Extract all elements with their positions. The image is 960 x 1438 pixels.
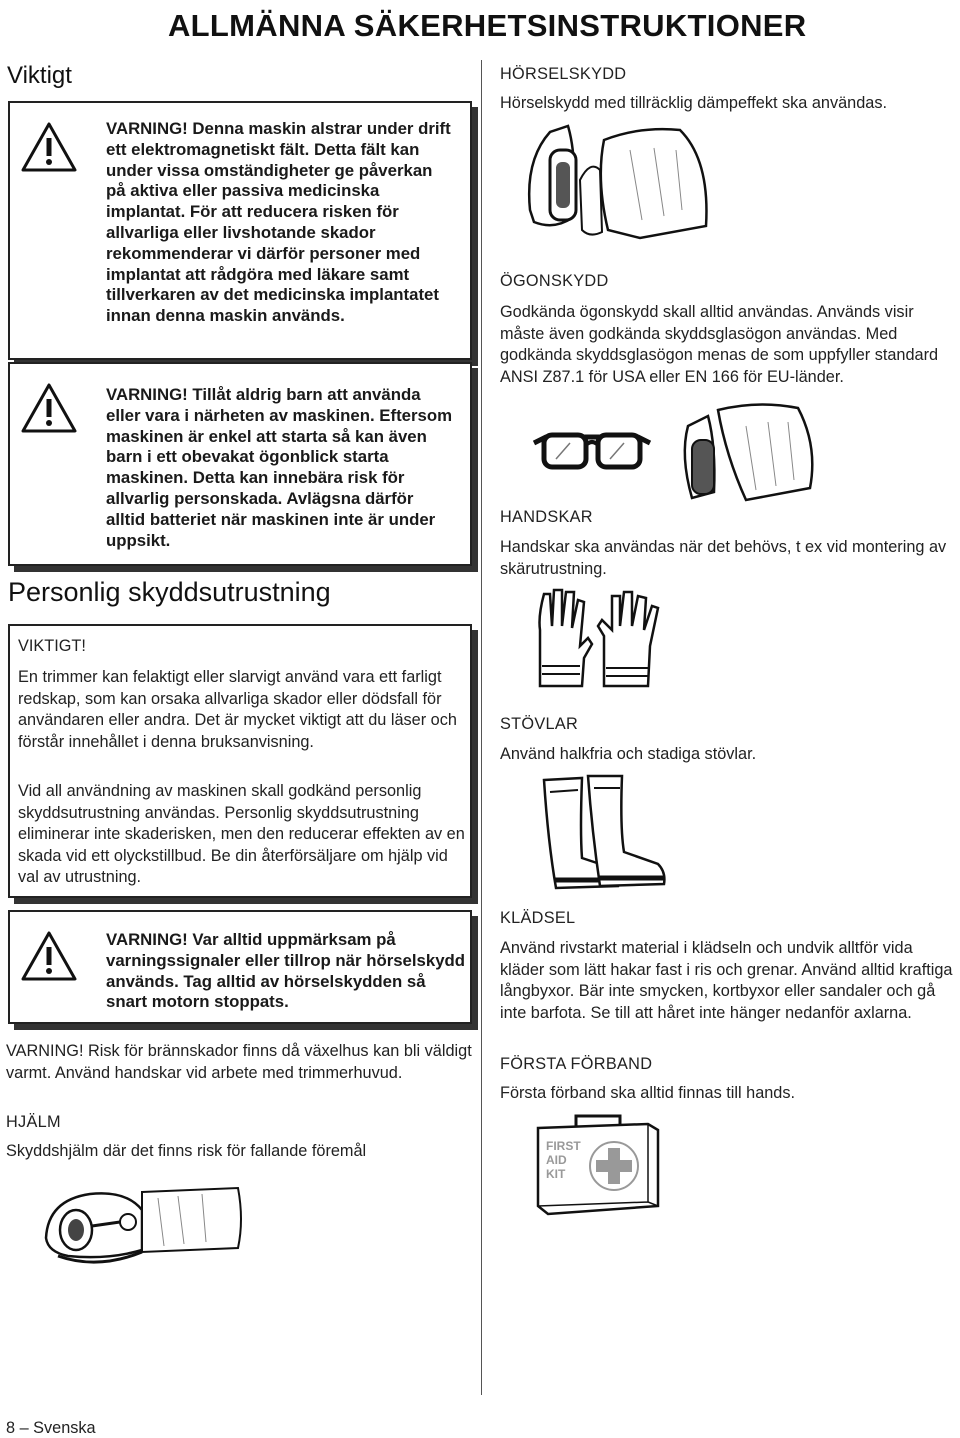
first-aid-kit-icon xyxy=(528,1110,668,1220)
hearing-text: Hörselskydd med tillräcklig dämpeffekt ska användas. xyxy=(500,94,888,112)
firstaid-label: FÖRSTA FÖRBAND xyxy=(500,1055,653,1073)
warning-text: Tillåt aldrig barn att använda eller vara i närheten av maskinen. Eftersom maskinen är enkel att starta så kan även barn i ett obevakat ögonblick starta maskinen. Detta kan innebära risk för allvarlig personskada. Avlägsna därför alltid batteriet när maskinen inte är under uppsikt. xyxy=(106,385,453,550)
ppe-heading: Personlig skyddsutrustning xyxy=(8,577,331,607)
warning-triangle-icon xyxy=(20,382,78,434)
helmet-text: Skyddshjälm där det finns risk för fallande föremål xyxy=(6,1142,367,1160)
helmet-label: HJÄLM xyxy=(6,1113,61,1131)
important-box xyxy=(8,624,472,898)
gloves-text: Handskar ska användas när det behövs, t ex vid montering av skärutrustning. xyxy=(500,538,947,578)
clothing-label: KLÄDSEL xyxy=(500,909,576,927)
clothing-text: Använd rivstarkt material i klädseln och undvik alltför vida kläder som lätt hakar fast i ris och grenar. Använd alltid kraftiga långbyxor. Bär inte smycken, kortbyxor eller sandaler och gå inte barfota. Se till att håret inte hänger nedanför axlarna. xyxy=(500,939,953,1022)
warning-triangle-icon xyxy=(20,121,78,173)
warning-text: Denna maskin alstrar under drift ett elektromagnetiskt fält. Detta fält kan under vissa omständigheter ge påverkan på aktiva eller passiva medicinska implantat. För att reducera risken för allvarliga eller livshotande skador rekommenderar vi därför personer med implantat att rådgöra med läkare samt tillverkaren av det medicinska implantatet innan denna maskin används. xyxy=(106,119,451,326)
warning-lead: VARNING! xyxy=(106,119,188,138)
safety-glasses-icon xyxy=(532,425,652,475)
warning-box-emf xyxy=(8,101,472,360)
boots-icon xyxy=(538,772,678,896)
important-heading: VIKTIGT! xyxy=(18,637,86,655)
ear-protection-visor-icon xyxy=(520,120,720,245)
important-para-2: Vid all användning av maskinen skall godkänd personlig skyddsutrustning användas. Personlig skyddsutrustning eliminerar inte skaderisken, men den reducerar effekten av en skada vid ett olyckstillbud. Be din återförsäljare om hjälp vid val av utrustning. xyxy=(18,782,465,887)
warning-text: Var alltid uppmärksam på varningssignaler eller tillrop när hörselskydd används. Tag alltid av hörselskydden så snart motorn stoppats. xyxy=(106,930,466,1012)
page-footer: 8 – Svenska xyxy=(6,1419,96,1437)
svg-text:AID: AID xyxy=(546,1153,567,1167)
eye-label: ÖGONSKYDD xyxy=(500,272,609,290)
helmet-visor-icon xyxy=(38,1180,248,1270)
gloves-icon xyxy=(532,586,672,696)
boots-text: Använd halkfria och stadiga stövlar. xyxy=(500,745,757,763)
kit-label: FIRST xyxy=(546,1139,581,1153)
burn-warning: VARNING! Risk för brännskador finns då växelhus kan bli väldigt varmt. Använd handskar vid arbete med trimmerhuvud. xyxy=(6,1042,472,1082)
column-divider xyxy=(481,60,482,1395)
boots-label: STÖVLAR xyxy=(500,715,579,733)
viktigt-heading: Viktigt xyxy=(7,62,72,89)
warning-box-children xyxy=(8,362,472,566)
page-title: ALLMÄNNA SÄKERHETSINSTRUKTIONER xyxy=(168,8,807,43)
warning-lead: VARNING! xyxy=(106,930,188,949)
warning-box-hearing xyxy=(8,910,472,1024)
svg-text:KIT: KIT xyxy=(546,1167,566,1181)
warning-lead: VARNING! xyxy=(106,385,188,404)
firstaid-text: Första förband ska alltid finnas till hands. xyxy=(500,1084,796,1102)
warning-triangle-icon xyxy=(20,930,78,982)
hearing-label: HÖRSELSKYDD xyxy=(500,65,627,83)
important-para-1: En trimmer kan felaktigt eller slarvigt använd vara ett farligt redskap, som kan orsaka allvarliga skador eller dödsfall för användaren eller andra. Det är mycket viktigt att du läser och förstår innehållet i denna bruksanvisning. xyxy=(18,668,457,751)
gloves-label: HANDSKAR xyxy=(500,508,593,526)
eye-text: Godkända ögonskydd skall alltid användas. Används visir måste även godkända skyddsglasögon användas. Med godkända skyddsglasögon menas de som uppfyller standard ANSI Z87.1 för USA eller EN 166 för EU-länder. xyxy=(500,303,939,386)
ear-protection-visor-icon xyxy=(668,396,818,506)
